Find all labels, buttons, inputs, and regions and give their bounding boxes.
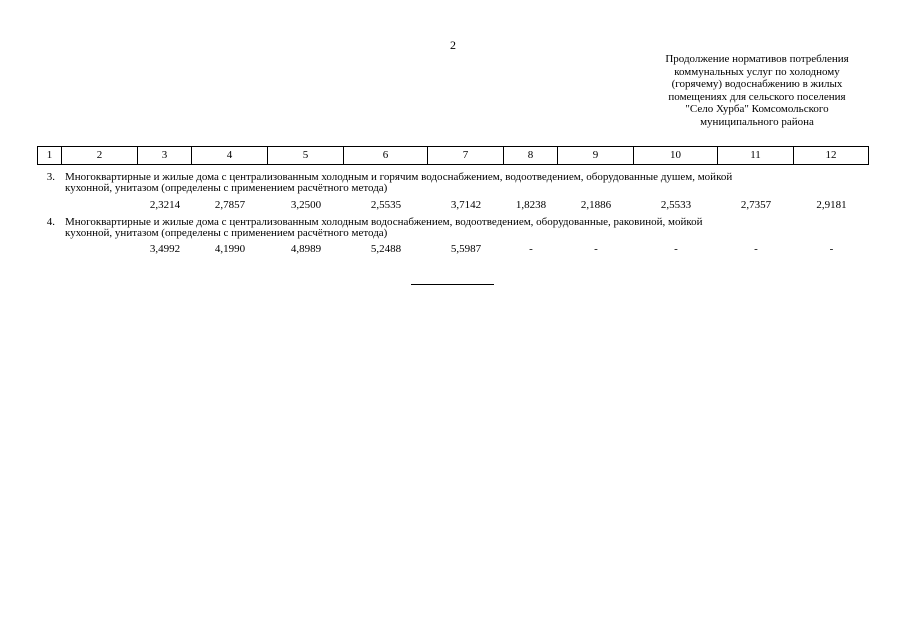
- heading-line: Продолжение нормативов потребления: [665, 53, 849, 65]
- column-header: 4: [192, 147, 268, 165]
- column-header: 3: [138, 147, 192, 165]
- heading-line: коммунальных услуг по холодному: [674, 65, 840, 78]
- heading-line: муниципального района: [700, 115, 814, 128]
- value-cell: 4,1990: [214, 243, 246, 255]
- value-cell: 5,2488: [370, 243, 402, 255]
- column-header: 8: [504, 147, 558, 165]
- value-cell: 3,7142: [450, 199, 482, 211]
- column-header: 1: [38, 147, 62, 165]
- row-description-line: Многоквартирные и жилые дома с централизованным холодным и горячим водоснабжением, водоотведением, оборудованные душем, мойкой: [65, 171, 733, 183]
- value-cell: -: [674, 243, 678, 255]
- column-header: 9: [558, 147, 634, 165]
- value-cell: 4,8989: [290, 243, 322, 255]
- row-number: 3.: [46, 171, 55, 183]
- column-number-header: [37, 146, 869, 165]
- value-cell: 2,9181: [816, 199, 847, 211]
- column-header: 11: [718, 147, 794, 165]
- value-cell: 2,3214: [149, 199, 181, 211]
- column-header: 2: [62, 147, 138, 165]
- value-cell: 2,1886: [580, 199, 612, 211]
- value-cell: 2,5535: [370, 199, 402, 211]
- column-header: 6: [344, 147, 428, 165]
- heading-line: помещениях для сельского поселения: [668, 90, 846, 103]
- heading-line: "Село Хурба" Комсомольского: [685, 103, 829, 115]
- value-cell: 5,5987: [450, 243, 482, 255]
- column-header: 5: [268, 147, 344, 165]
- row-description: [65, 172, 865, 193]
- value-cell: 3,4992: [149, 243, 181, 255]
- value-cell: 2,7857: [214, 199, 246, 211]
- value-cell: 2,7357: [740, 199, 772, 211]
- value-cell: -: [754, 243, 758, 255]
- value-cell: -: [829, 243, 834, 255]
- row-description-line: кухонной, унитазом (определены с применением расчётного метода): [65, 226, 388, 239]
- column-header: 10: [634, 147, 718, 165]
- page-number: 2: [450, 38, 456, 52]
- value-cell: 2,5533: [660, 199, 692, 211]
- column-header: 7: [428, 147, 504, 165]
- value-cell: 1,8238: [515, 199, 547, 211]
- value-cell: 3,2500: [290, 199, 322, 211]
- column-header: 12: [794, 147, 869, 165]
- value-cell: -: [594, 243, 598, 255]
- row-description: [65, 217, 865, 238]
- table-continuation-heading: [640, 53, 874, 128]
- value-cell: -: [529, 243, 533, 255]
- heading-line: (горячему) водоснабжению в жилых: [671, 78, 843, 90]
- row-number: 4.: [46, 216, 55, 228]
- row-description-line: кухонной, унитазом (определены с применением расчётного метода): [65, 181, 388, 194]
- end-of-document-divider: [411, 284, 494, 285]
- row-description-line: Многоквартирные и жилые дома с централизованным холодным водоснабжением, водоотведением, оборудованные, раковиной, мойкой: [65, 216, 703, 228]
